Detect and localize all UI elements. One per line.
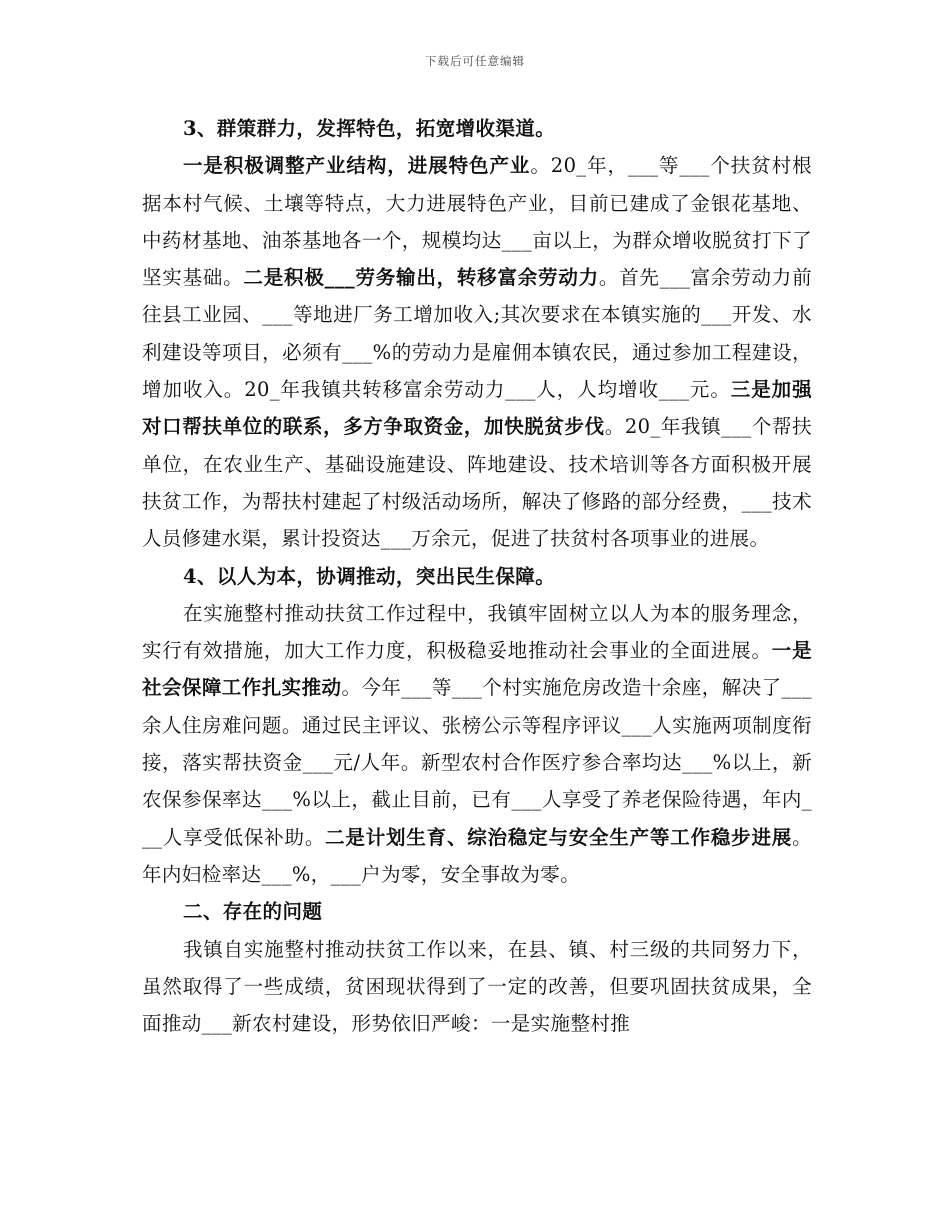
paragraph-social-security <box>142 595 812 893</box>
paragraph-industry-labor-funding <box>142 147 812 557</box>
text-labor: 。首先___富余劳动力前往县工业园、___等地进厂务工增加收入;其次要求在本镇实施的___开发、水利建设等项目，必须有___%的劳动力是雇佣本镇农民，通过参加工程建设，增加收入。20_年我镇共转移富余劳动力___人，人均增收___元。 <box>142 266 812 402</box>
text-industry: 。20_年，___等___个扶贫村根据本村气候、土壤等特点，大力进展特色产业，目前已建成了金银花基地、中药材基地、油茶基地各一个，规模均达___亩以上，为群众增收脱贫打下了坚实基础。 <box>142 154 812 290</box>
text-problems: 我镇自实施整村推动扶贫工作以来，在县、镇、村三级的共同努力下，虽然取得了一些成绩，贫困现状得到了一定的改善，但要巩固扶贫成果，全面推动___新农村建设，形势依旧严峻：一是实施整村推 <box>142 937 812 1036</box>
document-body <box>142 110 812 1042</box>
bold-lead-industry: 一是积极调整产业结构，进展特色产业 <box>182 154 531 178</box>
bold-lead-social-security: 一是社会保障工作扎实推动 <box>142 639 812 700</box>
section-heading-3: 3、群策群力，发挥特色，拓宽增收渠道。 <box>182 117 556 140</box>
header-note: 下载后可任意编辑 <box>425 54 525 68</box>
section-heading-problems: 二、存在的问题 <box>182 900 323 924</box>
bold-lead-family-planning: 二是计划生育、综治稳定与安全生产等工作稳步进展 <box>325 825 793 849</box>
text-funding: 。20_年我镇___个帮扶单位，在农业生产、基础设施建设、阵地建设、技术培训等各方面积极开展扶贫工作，为帮扶村建起了村级活动场所，解决了修路的部分经费，___技术人员修建水渠，累计投资达___万余元，促进了扶贫村各项事业的进展。 <box>142 415 812 551</box>
bold-lead-labor: 二是积极___劳务输出，转移富余劳动力 <box>243 266 599 290</box>
bold-lead-funding: 三是加强对口帮扶单位的联系，多方争取资金，加快脱贫步伐 <box>142 378 812 439</box>
text-social-security: 。今年___等___个村实施危房改造十余座，解决了___余人住房难问题。通过民主评议、张榜公示等程序评议___人实施两项制度衔接，落实帮扶资金___元/人年。新型农村合作医疗参合率均达___%以上，新农保参保率达___%以上，截止目前，已有___人享受了养老保险待遇，年内___人享受低保补助。 <box>142 676 812 849</box>
text-family-planning: 。年内妇检率达___%，___户为零，安全事故为零。 <box>142 825 812 886</box>
text-intro: 在实施整村推动扶贫工作过程中，我镇牢固树立以人为本的服务理念，实行有效措施，加大工作力度，积极稳妥地推动社会事业的全面进展。 <box>142 601 812 663</box>
section-heading-4: 4、以人为本，协调推动，突出民生保障。 <box>182 564 556 588</box>
paragraph-problems <box>142 931 812 1043</box>
